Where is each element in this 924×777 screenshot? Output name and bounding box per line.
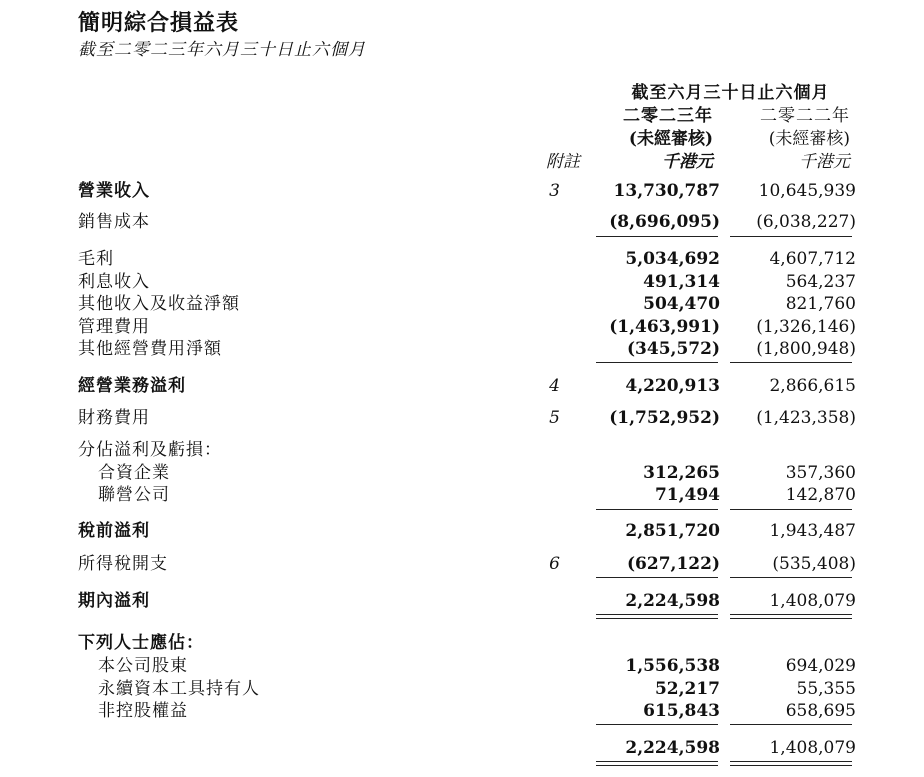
- row-value-current: 615,843: [643, 701, 720, 721]
- row-value-current: (1,463,991): [609, 317, 720, 337]
- table-row-profit-before-tax: [0, 520, 924, 544]
- row-note: 6: [549, 554, 560, 574]
- row-label: 本公司股東: [98, 656, 188, 676]
- row-label: 分佔溢利及虧損：: [78, 440, 222, 460]
- row-value-current: 4,220,913: [625, 376, 720, 396]
- row-value-current: 71,494: [654, 485, 720, 505]
- rule: [596, 614, 718, 615]
- table-row-revenue: [0, 180, 924, 204]
- row-label: 銷售成本: [78, 212, 150, 232]
- table-row-interest-income: [0, 271, 924, 295]
- rule: [596, 362, 718, 363]
- row-value-current: 52,217: [654, 679, 720, 699]
- row-value-prior: (1,800,948): [756, 339, 856, 359]
- column-header-audit-current: (未經審核): [628, 129, 713, 149]
- rule: [730, 618, 852, 619]
- rule: [730, 761, 852, 762]
- row-value-prior: (1,423,358): [756, 408, 856, 428]
- row-value-prior: 55,355: [796, 679, 856, 699]
- table-row-joint-ventures: [0, 462, 924, 486]
- row-value-prior: (6,038,227): [756, 212, 856, 232]
- row-value-current: (345,572): [627, 339, 720, 359]
- row-note: 4: [549, 376, 560, 396]
- rule: [596, 509, 718, 510]
- row-label: 財務費用: [78, 408, 150, 428]
- column-header-currency-prior: 千港元: [799, 152, 850, 172]
- row-value-current: 5,034,692: [625, 249, 720, 269]
- rule: [596, 724, 718, 725]
- row-label: 其他經營費用淨額: [78, 339, 222, 359]
- rule: [730, 765, 852, 766]
- table-row-operating-profit: [0, 375, 924, 399]
- row-value-current: (627,122): [627, 554, 720, 574]
- table-row-owners-of-company: [0, 655, 924, 679]
- column-header-currency-current: 千港元: [662, 152, 713, 172]
- row-label: 永續資本工具持有人: [98, 679, 260, 699]
- row-label: 期內溢利: [78, 591, 150, 611]
- row-label: 非控股權益: [98, 701, 188, 721]
- column-header-period: 截至六月三十日止六個月: [631, 83, 830, 103]
- table-row-perpetual-capital-holders: [0, 678, 924, 702]
- table-row-non-controlling-interests: [0, 700, 924, 724]
- row-note: 5: [549, 408, 560, 428]
- column-header-year-prior: 二零二二年: [760, 106, 850, 126]
- row-label: 經營業務溢利: [78, 376, 186, 396]
- row-value-prior: 694,029: [785, 656, 856, 676]
- column-header-audit-prior: (未經審核): [768, 129, 850, 149]
- row-value-current: 13,730,787: [613, 181, 720, 201]
- row-value-current: 2,224,598: [625, 738, 720, 758]
- rule: [730, 614, 852, 615]
- table-row-share-of-profits: [0, 439, 924, 463]
- rule: [730, 577, 852, 578]
- row-value-prior: 658,695: [785, 701, 856, 721]
- row-value-current: 2,224,598: [625, 591, 720, 611]
- row-value-prior: 4,607,712: [769, 249, 856, 269]
- rule: [596, 765, 718, 766]
- column-header-note: 附註: [546, 152, 580, 172]
- statement-subtitle: 截至二零二三年六月三十日止六個月: [78, 40, 366, 60]
- row-label: 合資企業: [98, 463, 170, 483]
- table-row-total: [0, 737, 924, 761]
- row-label: 稅前溢利: [78, 521, 150, 541]
- rule: [730, 509, 852, 510]
- row-label: 營業收入: [78, 181, 150, 201]
- table-row-gross-profit: [0, 248, 924, 272]
- rule: [730, 362, 852, 363]
- rule: [730, 724, 852, 725]
- table-row-profit-for-period: [0, 590, 924, 614]
- row-value-prior: 142,870: [785, 485, 856, 505]
- row-value-prior: 564,237: [785, 272, 856, 292]
- row-value-prior: 357,360: [785, 463, 856, 483]
- rule: [596, 236, 718, 237]
- table-row-cost-of-sales: [0, 211, 924, 235]
- row-label: 所得稅開支: [78, 554, 168, 574]
- table-row-income-tax: [0, 553, 924, 577]
- row-label: 其他收入及收益淨額: [78, 294, 240, 314]
- row-label: 聯營公司: [98, 485, 170, 505]
- statement-title: 簡明綜合損益表: [78, 10, 240, 36]
- table-row-other-operating-expenses: [0, 338, 924, 362]
- rule: [596, 577, 718, 578]
- row-value-current: 504,470: [643, 294, 720, 314]
- row-value-prior: 821,760: [785, 294, 856, 314]
- rule: [730, 236, 852, 237]
- row-value-prior: 2,866,615: [769, 376, 856, 396]
- row-label: 下列人士應佔：: [78, 633, 204, 653]
- table-row-associates: [0, 484, 924, 508]
- row-label: 毛利: [78, 249, 114, 269]
- rule: [596, 761, 718, 762]
- column-header-year-current: 二零二三年: [623, 106, 713, 126]
- table-row-admin-expenses: [0, 316, 924, 340]
- table-row-attributable-to: [0, 632, 924, 656]
- row-value-prior: (1,326,146): [756, 317, 856, 337]
- row-value-current: 312,265: [643, 463, 720, 483]
- rule: [596, 618, 718, 619]
- row-label: 管理費用: [78, 317, 150, 337]
- row-value-current: (1,752,952): [609, 408, 720, 428]
- row-value-current: 2,851,720: [625, 521, 720, 541]
- row-value-prior: 1,943,487: [769, 521, 856, 541]
- table-row-finance-costs: [0, 407, 924, 431]
- row-value-prior: (535,408): [772, 554, 856, 574]
- row-note: 3: [549, 181, 560, 201]
- row-value-current: 1,556,538: [625, 656, 720, 676]
- row-label: 利息收入: [78, 272, 150, 292]
- row-value-prior: 1,408,079: [769, 591, 856, 611]
- row-value-prior: 10,645,939: [758, 181, 856, 201]
- row-value-prior: 1,408,079: [769, 738, 856, 758]
- table-row-other-income: [0, 293, 924, 317]
- row-value-current: 491,314: [643, 272, 720, 292]
- row-value-current: (8,696,095): [609, 212, 720, 232]
